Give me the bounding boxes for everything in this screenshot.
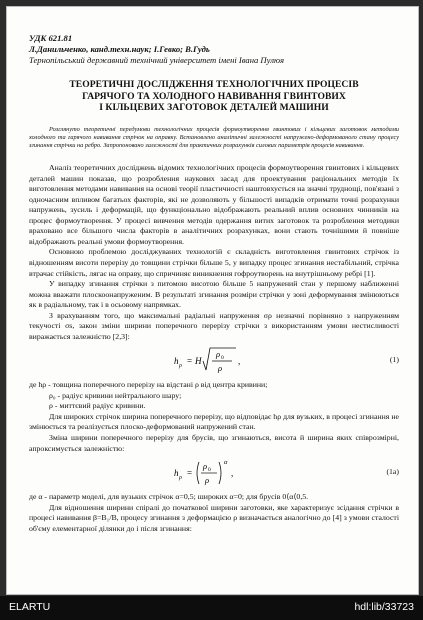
body-paragraph: Зміна ширини поперечного перерізу для брусів, що згинаються, висота й ширина яких співрозмірні, апроксимується залежністю:: [29, 433, 399, 453]
article-title: [29, 79, 399, 114]
svg-text:=: =: [187, 468, 193, 479]
formula-1-numerator-sub: 0: [221, 355, 224, 362]
svg-text:ρ: ρ: [203, 461, 208, 472]
formula-1-H: H: [195, 356, 202, 367]
footer-handle: hdl:lib/33723: [354, 601, 414, 613]
footer-bar: [0, 596, 423, 620]
body-paragraph: Для широких стрічок ширина поперечного перерізу, що відповідає hρ для вузьких, в процесі згинання не змінюється та реалізується плоско-деформований напружений стан.: [29, 411, 399, 432]
formula-1a: [29, 456, 399, 490]
formula-1a-label: (1а): [386, 467, 399, 477]
definition-item: ρ - миттєвий радіус кривини.: [49, 401, 146, 411]
footer-repository-name: ELARTU: [9, 601, 51, 613]
title-line: І КІЛЬЦЕВИХ ЗАГОТОВОК ДЕТАЛЕЙ МАШИНИ: [99, 102, 329, 113]
formula-1-lhs: h: [174, 356, 179, 367]
title-line: ТЕОРЕТИЧНІ ДОСЛІДЖЕННЯ ТЕХНОЛОГІЧНИХ ПРОЦЕСІВ: [69, 79, 359, 90]
title-line: ГАРЯЧОГО ТА ХОЛОДНОГО НАВИВАННЯ ГВИНТОВИХ: [82, 90, 346, 102]
svg-text:=: =: [187, 356, 193, 367]
formula-1-lhs-sub: ρ: [179, 363, 182, 370]
formula-1: [29, 344, 399, 378]
svg-text:h: h: [174, 468, 179, 479]
formula-1-denominator: ρ: [218, 363, 223, 374]
formula-1-equation: [174, 344, 264, 378]
body-paragraph: З врахуванням того, що максимальні радіальні напруження σρ незначні порівняно з напруженням текучості σs, закон зміни ширини поперечного перерізу стрічки з використанням умови нестисливості виражається залежністю [2,3]:: [29, 310, 399, 341]
body-paragraph: Для відношення ширини спіралі до початкової ширини заготовки, яке характеризує зсідання стрічки в процесі навивання β=B₁/B, процесу згинання з деформацією ρ визначається аналогічно до [4] з умови сталості об'єму елементарної ділянки до і після згинання:: [29, 502, 399, 533]
formula-1-label: (1): [389, 355, 399, 365]
article-content: [29, 33, 399, 534]
definition-intro: де hρ - товщина поперечного перерізу на відстані ρ від центра кривини;: [29, 380, 268, 390]
formula-1a-equation: [174, 456, 264, 490]
abstract: Розглянуто теоретичні передумови технологічних процесів формоутворення гвинтових і кільцевих заготовок методами холодного та гарячого навивання стрічок на оправку. Встановлено аналітичні залежності напружено-деформованого стану процесу згинання стрічки на ребро. Запропоновано залежності для практичних розрахунків силових параметрів процесів навивання.: [29, 125, 399, 149]
body-paragraph: У випадку згинання стрічки з питомою висотою більше 5 напружений стан у першому наближенні можна вважати плоскоонапруженим. В результаті згинання розміри стрічки у зоні деформування змінюються як в радіальному, так і в осьовому напрямках.: [29, 279, 399, 310]
svg-text:,: ,: [238, 356, 241, 367]
affiliation-line: Тернопільський державний технічний університет імені Івана Пулюя: [29, 55, 285, 65]
authors-line: Л.Данильченко, канд.техн.наук; І.Гевко; В.Гудь: [29, 44, 210, 54]
formula-1-numerator: ρ: [216, 349, 221, 360]
paper-page: [6, 6, 419, 595]
body-paragraph: Аналіз теоретичних досліджень відомих технологічних процесів формоутворення гвинтових і кільцевих деталей машин показав, що розроблення наукових засад для проектування раціональних методів їх виготовлення методами навивання на основі теорії пластичності наштовхується на значні труднощі, пов'язані з одночасним впливом багатьох факторів, які не дозволяють у більшості випадків отримати точні розрахунки напружень, зусиль і деформацій, що функціонально відображають реальний вплив основних чинників на процес формоутворення. У процесі вивчення методів одержання витих заготовок та розроблення методики враховано все більшого числа факторів в аналітичних розрахунках, вони стають точнішими й повніше відображають реальні умови формоутворення.: [29, 163, 399, 246]
svg-text:,: ,: [231, 468, 234, 479]
svg-text:0: 0: [208, 467, 211, 474]
article-body: [29, 163, 399, 534]
udk-code: УДК 621.81: [29, 33, 73, 43]
definitions: [29, 380, 399, 412]
formula-1a-exponent: α: [224, 459, 228, 467]
svg-text:ρ: ρ: [205, 475, 210, 486]
alpha-parameter-line: де α - параметр моделі, для вузьких стрічок α=0,5; широких α=0; для брусів 0⟨α⟨0,5.: [29, 492, 309, 502]
body-paragraph: Основною проблемою досліджуваних технологій є складність виготовлення гвинтових стрічок із відношенням висоти перерізу до товщини стрічки більше 5, у випадку процес згинання нестабільний, стрічка втрачає стійкість, лягає на оправу, що спричиняє виникнення гофроутворень на внутрішньому ребрі [1].: [29, 247, 399, 278]
svg-text:ρ: ρ: [179, 475, 182, 482]
definition-item: ρ₀ - радіус кривини нейтрального шару;: [49, 390, 182, 400]
